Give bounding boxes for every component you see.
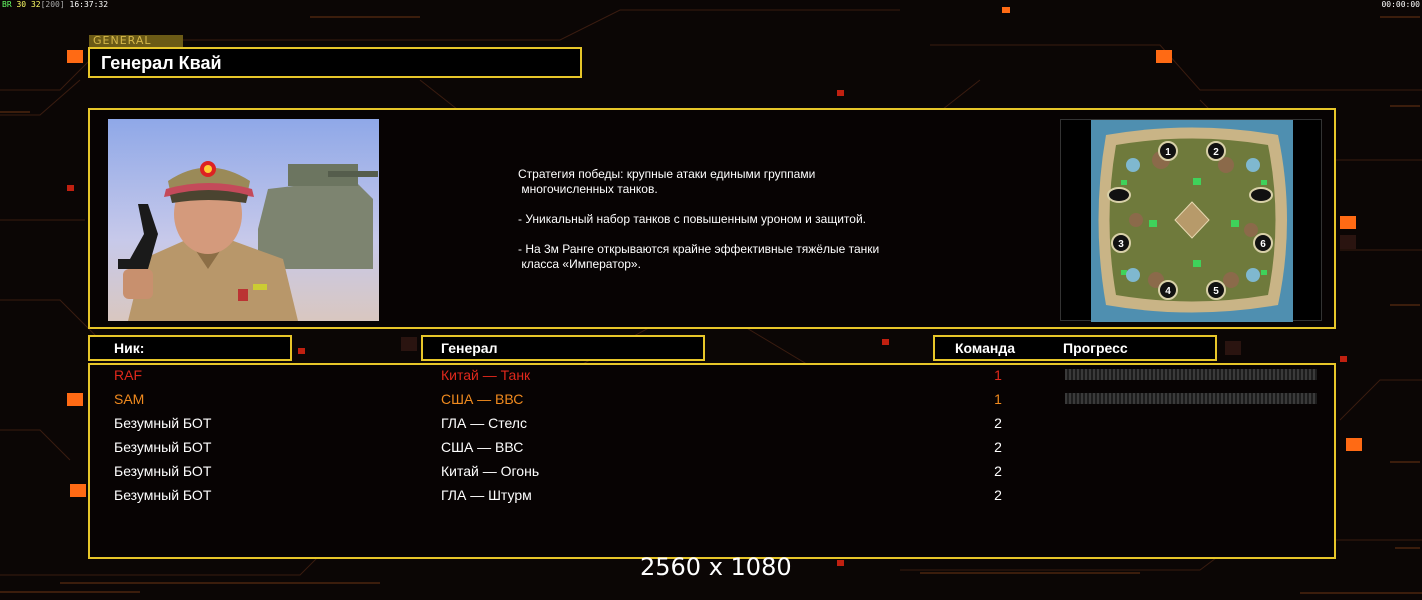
player-nick: RAF bbox=[114, 367, 142, 383]
map-preview bbox=[1060, 119, 1322, 321]
player-team: 2 bbox=[994, 463, 1002, 479]
header-nick bbox=[88, 335, 292, 361]
header-nick-label: Ник: bbox=[114, 340, 145, 356]
player-team: 2 bbox=[994, 487, 1002, 503]
header-team-label: Команда bbox=[955, 340, 1015, 356]
player-row bbox=[90, 366, 1334, 390]
header-general bbox=[421, 335, 705, 361]
description-line: многочисленных танков. bbox=[518, 182, 658, 196]
clock: 16:37:32 bbox=[69, 0, 109, 9]
player-general: ГЛА — Штурм bbox=[441, 487, 532, 503]
player-team: 1 bbox=[994, 367, 1002, 383]
header-team-progress bbox=[933, 335, 1217, 361]
player-row bbox=[90, 390, 1334, 414]
player-general: США — ВВС bbox=[441, 391, 524, 407]
map-slot-label: 1 bbox=[1165, 147, 1171, 158]
map-slot-label: 5 bbox=[1213, 286, 1219, 297]
player-general: Китай — Огонь bbox=[441, 463, 540, 479]
player-row bbox=[90, 438, 1334, 462]
player-nick: Безумный БОТ bbox=[114, 487, 212, 503]
fps-limit: [200] bbox=[40, 0, 65, 9]
player-nick: Безумный БОТ bbox=[114, 463, 212, 479]
player-nick: SAM bbox=[114, 391, 145, 407]
player-team: 2 bbox=[994, 415, 1002, 431]
general-name: Генерал Квай bbox=[101, 53, 222, 73]
fps-cap: 32 bbox=[30, 0, 41, 9]
header-general-label: Генерал bbox=[441, 340, 498, 356]
map-slot-label: 2 bbox=[1213, 147, 1219, 158]
player-general: США — ВВС bbox=[441, 439, 524, 455]
player-row bbox=[90, 414, 1334, 438]
description-line: - На 3м Ранге открываются крайне эффективные тяжёлые танки bbox=[518, 242, 880, 256]
player-nick: Безумный БОТ bbox=[114, 415, 212, 431]
player-row bbox=[90, 486, 1334, 510]
general-tag: GENERAL bbox=[89, 35, 183, 47]
description-line: класса «Император». bbox=[518, 257, 641, 271]
player-team: 1 bbox=[994, 391, 1002, 407]
game-timer: 00:00:00 bbox=[1381, 0, 1420, 9]
description-line: - Уникальный набор танков с повышенным уроном и защитой. bbox=[518, 212, 866, 226]
description-line: Стратегия победы: крупные атаки едиными группами bbox=[518, 167, 816, 181]
player-row bbox=[90, 462, 1334, 486]
fps-value: 30 bbox=[16, 0, 27, 9]
hud-fps-clock bbox=[2, 0, 108, 10]
header-progress-label: Прогресс bbox=[1063, 340, 1128, 356]
general-title-box bbox=[88, 47, 582, 78]
resolution-watermark: 2560 x 1080 bbox=[640, 553, 792, 581]
loading-progress-bar bbox=[1065, 369, 1317, 380]
map-slot-label: 3 bbox=[1118, 239, 1124, 250]
loading-progress-bar bbox=[1065, 393, 1317, 404]
general-portrait bbox=[108, 119, 379, 321]
general-info-panel bbox=[88, 108, 1336, 329]
player-list bbox=[88, 363, 1336, 559]
fps-label: BR bbox=[2, 0, 12, 9]
player-general: ГЛА — Стелс bbox=[441, 415, 527, 431]
map-slot-label: 6 bbox=[1260, 239, 1266, 250]
player-general: Китай — Танк bbox=[441, 367, 531, 383]
map-slot-label: 4 bbox=[1165, 286, 1171, 297]
player-nick: Безумный БОТ bbox=[114, 439, 212, 455]
general-description bbox=[518, 167, 948, 272]
player-team: 2 bbox=[994, 439, 1002, 455]
